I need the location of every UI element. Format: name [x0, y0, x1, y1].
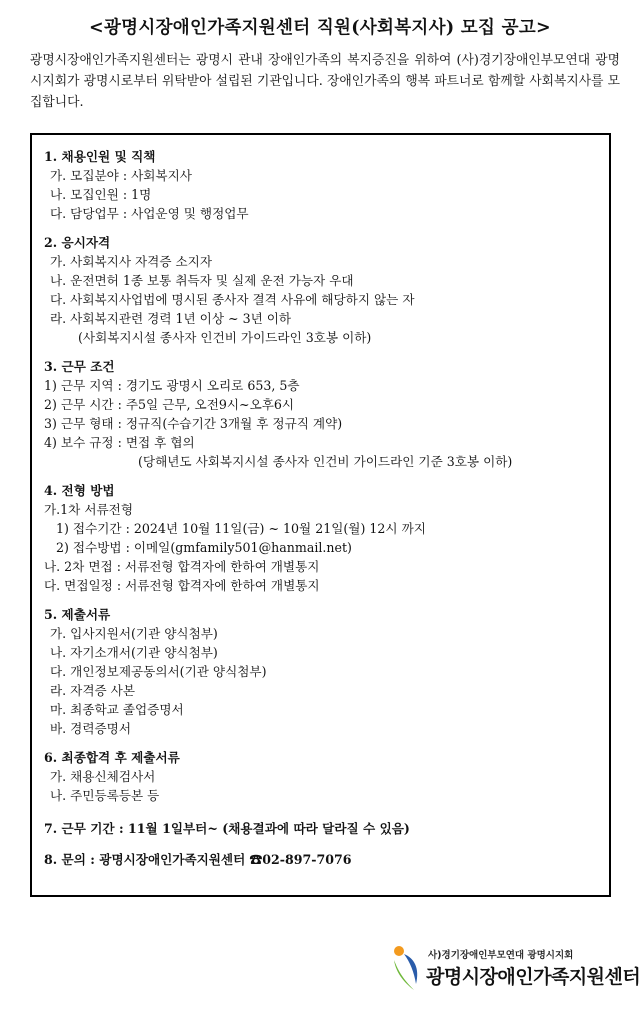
logo-small-text: 사)경기장애인부모연대 광명시지회	[428, 950, 574, 961]
list-item: 가. 채용신체검사서	[50, 769, 156, 784]
list-item: 다. 개인정보제공동의서(기관 양식첨부)	[50, 664, 267, 679]
list-note: (당해년도 사회복지시설 종사자 인건비 가이드라인 기준 3호봉 이하)	[138, 454, 513, 469]
list-item: 다. 담당업무 : 사업운영 및 행정업무	[50, 206, 249, 221]
section-heading: 5. 제출서류	[44, 607, 111, 622]
section-heading: 1. 채용인원 및 직책	[44, 149, 156, 164]
page-title: <광명시장애인가족지원센터 직원(사회복지사) 모집 공고>	[89, 18, 551, 38]
list-item: 다. 면접일정 : 서류전형 합격자에 한하여 개별통지	[44, 578, 320, 593]
organization-logo	[392, 944, 640, 994]
section-heading: 6. 최종합격 후 제출서류	[44, 750, 180, 765]
list-item: 라. 사회복지관련 경력 1년 이상 ~ 3년 이하	[50, 311, 292, 326]
list-item: 가. 사회복지사 자격증 소지자	[50, 254, 212, 269]
section-hiring	[44, 147, 604, 223]
list-item: 다. 사회복지사업법에 명시된 종사자 결격 사유에 해당하지 않는 자	[50, 292, 415, 307]
section-conditions	[44, 357, 604, 471]
list-item: 라. 자격증 사본	[50, 683, 136, 698]
section-heading: 4. 전형 방법	[44, 483, 115, 498]
list-item: 나. 운전면허 1종 보통 취득자 및 실제 운전 가능자 우대	[50, 273, 354, 288]
list-item: 4) 보수 규정 : 면접 후 협의	[44, 435, 195, 450]
list-item: 2) 근무 시간 : 주5일 근무, 오전9시~오후6시	[44, 397, 295, 412]
list-item: 바. 경력증명서	[50, 721, 131, 736]
list-note: (사회복지시설 종사자 인건비 가이드라인 3호봉 이하)	[78, 330, 372, 345]
notice-box	[30, 133, 611, 897]
intro-paragraph: 광명시장애인가족지원센터는 광명시 관내 장애인가족의 복지증진을 위하여 (사)경기장애인부모연대 광명시지회가 광명시로부터 위탁받아 설립된 기관입니다. 장애인가족의 행복 파트너로 함께할 사회복지사를 모집합니다.	[30, 53, 620, 110]
section-selection	[44, 481, 604, 595]
list-item: 나. 2차 면접 : 서류전형 합격자에 한하여 개별통지	[44, 559, 320, 574]
list-item: 2) 접수방법 : 이메일(gmfamily501@hanmail.net)	[56, 540, 352, 555]
list-item: 3) 근무 형태 : 정규직(수습기간 3개월 후 정규직 계약)	[44, 416, 343, 431]
list-item: 가. 입사지원서(기관 양식첨부)	[50, 626, 218, 641]
list-item: 가. 모집분야 : 사회복지사	[50, 168, 192, 183]
section-qualifications	[44, 233, 604, 347]
list-item: 나. 자기소개서(기관 양식첨부)	[50, 645, 218, 660]
logo-mark-icon	[392, 944, 426, 992]
section-heading: 3. 근무 조건	[44, 359, 115, 374]
list-item: 1) 근무 지역 : 경기도 광명시 오리로 653, 5층	[44, 378, 300, 393]
section-contact: 8. 문의 : 광명시장애인가족지원센터 ☎02-897-7076	[44, 852, 352, 867]
list-item: 1) 접수기간 : 2024년 10월 11일(금) ~ 10월 21일(월) 12시 까지	[56, 521, 426, 536]
section-work-period: 7. 근무 기간 : 11월 1일부터~ (채용결과에 따라 달라질 수 있음)	[44, 821, 410, 836]
section-final-documents	[44, 748, 604, 805]
list-subheading: 가.1차 서류전형	[44, 502, 134, 517]
section-documents	[44, 605, 604, 738]
list-item: 나. 모집인원 : 1명	[50, 187, 152, 202]
section-heading: 2. 응시자격	[44, 235, 111, 250]
list-item: 나. 주민등록등본 등	[50, 788, 160, 803]
list-item: 마. 최종학교 졸업증명서	[50, 702, 184, 717]
logo-big-text: 광명시장애인가족지원센터	[426, 966, 640, 988]
notice-content	[44, 147, 604, 869]
